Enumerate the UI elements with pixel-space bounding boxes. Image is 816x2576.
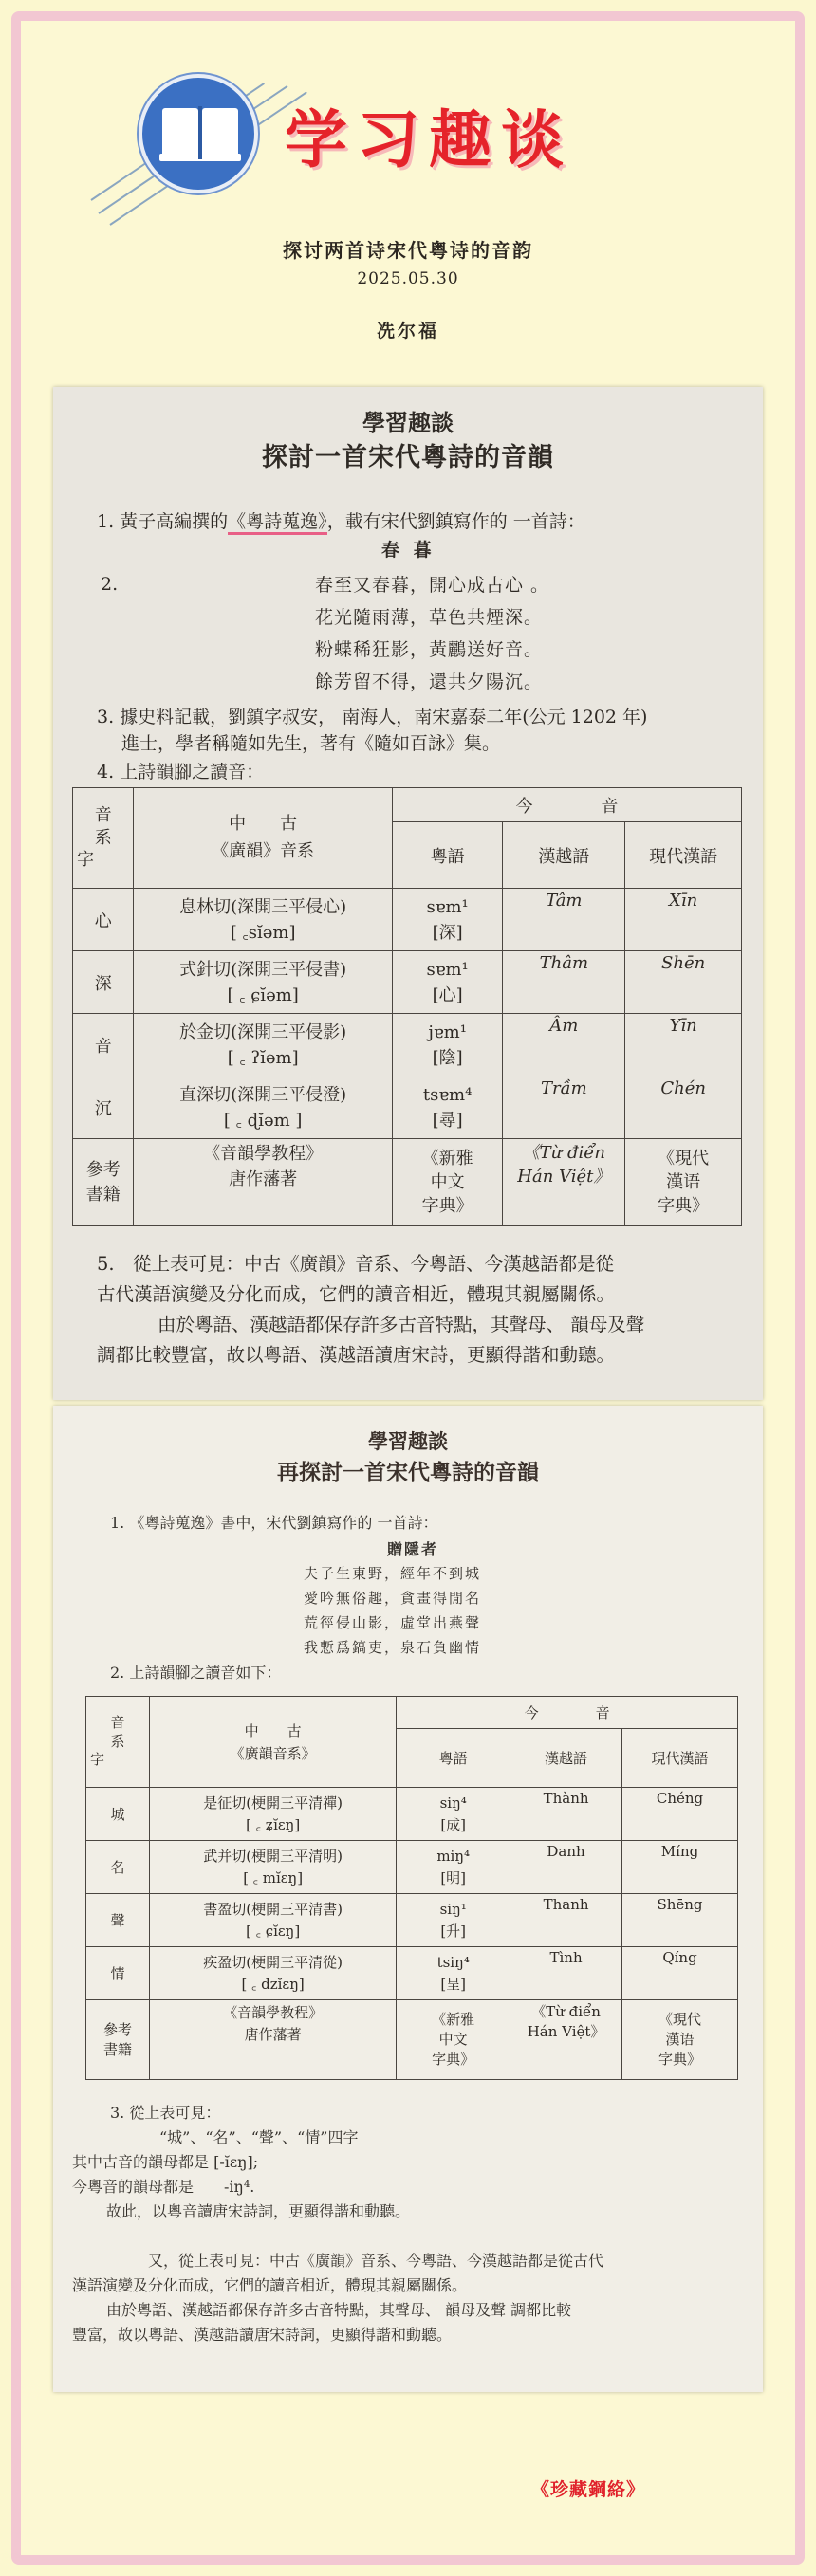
- table-header-cantonese: 粵語: [392, 822, 502, 889]
- item1-text-end: ，載有宋代劉鎮寫作的 一首詩：: [326, 511, 585, 532]
- poem-line: 我慙爲鎬吏，泉石負幽情: [304, 1639, 482, 1656]
- scan2-item3-cont: 其中古音的韻母都是 [-ĭɛŋ];: [72, 2153, 259, 2171]
- table-row: 情 疾盈切(梗開三平清從) [ ꜀ dzĭɛŋ] tsiŋ⁴ [呈] Tình Qíng: [86, 1947, 738, 2000]
- scan2-item3: 3. 從上表可見：: [110, 2104, 221, 2122]
- scan2-item4-cont: 豐富，故以粵語、漢越語讀唐宋詩詞，更顯得諧和動聽。: [72, 2326, 453, 2344]
- poem-line: 花光隨雨薄，草色共煙深。: [315, 607, 544, 628]
- scan1-heading: 學習趣談: [362, 409, 454, 436]
- scan1-item1: [97, 510, 585, 535]
- item1-text: 1. 黃子高編撰的: [97, 511, 229, 532]
- scan2-item3-cont: “城”、“名”、“聲”、“情”四字: [159, 2128, 359, 2146]
- poem-title: 春 暮: [381, 540, 436, 561]
- header: [0, 0, 816, 341]
- pronunciation-table-1: [72, 787, 742, 1226]
- footer-signature: 《珍藏鋼絡》: [531, 2479, 646, 2500]
- scan1-item5-cont: 古代漢語演變及分化而成，它們的讀音相近，體現其親屬關係。: [97, 1283, 616, 1305]
- table-corner: 音 系 字: [86, 1697, 150, 1788]
- table-header-cantonese: 粵語: [397, 1729, 510, 1788]
- table-header-modern: 今 音: [397, 1697, 738, 1729]
- poem-line: 春至又春暮，開心成古心 。: [315, 575, 550, 596]
- poem-line: 荒徑侵山影，虛堂出燕聲: [304, 1614, 482, 1631]
- scan2-subheading: 再探討一首宋代粵詩的音韻: [277, 1460, 539, 1485]
- table-row-references: 參考 書籍 《音韻學教程》 唐作藩著 《新雅 中文 字典》 《Từ điển Hán Việt》 《現代 漢语 字典》: [86, 2000, 738, 2080]
- scan2-item4-cont: 漢語演變及分化而成，它們的讀音相近，體現其親屬關係。: [72, 2276, 468, 2294]
- scan2-item4: 又，從上表可見：中古《廣韻》音系、今粵語、今漢越語都是從古代: [148, 2252, 604, 2270]
- page-title: 学习趣谈: [285, 103, 573, 176]
- article-date: 2025.05.30: [357, 269, 459, 288]
- pronunciation-table-2: [85, 1696, 738, 2080]
- scanned-page-1: [53, 387, 763, 1400]
- book-title-highlight: 《粵詩蒐逸》: [228, 511, 327, 535]
- scan2-item2: 2. 上詩韻腳之讀音如下：: [110, 1664, 282, 1682]
- scan2-item3-cont: 故此，以粵音讀唐宋詩詞，更顯得諧和動聽。: [106, 2202, 411, 2220]
- scan2-item4-cont: 由於粵語、漢越語都保存許多古音特點，其聲母、 韻母及聲 調都比較: [106, 2301, 572, 2319]
- table-row-references: 參考 書籍 《音韻學教程》 唐作藩著 《新雅 中文 字典》 《Từ điển Hán Việt》 《現代 漢语 字典》: [73, 1139, 742, 1226]
- article-subtitle: 探讨两首诗宋代粤诗的音韵: [283, 239, 533, 262]
- table-header-mandarin: 現代漢語: [622, 1729, 738, 1788]
- table-row: 音 於金切(深開三平侵影) [ ꜀ ʔĭəm] jɐm¹ [陰] Âm Yīn: [73, 1014, 742, 1076]
- table-header-modern: 今 音: [392, 788, 741, 822]
- table-row: 城 是征切(梗開三平清禪) [ ꜀ ʑĭɛŋ] siŋ⁴ [成] Thành Chéng: [86, 1788, 738, 1841]
- scan1-item5: 5. 從上表可見：中古《廣韻》音系、今粵語、今漢越語都是從: [97, 1253, 615, 1275]
- poem-line: 粉蝶稀狂影，黃鸝送好音。: [315, 639, 544, 660]
- poem-line: 餘芳留不得，還共夕陽沉。: [315, 672, 544, 692]
- scan2-item1: 1. 《粵詩蒐逸》書中，宋代劉鎮寫作的 一首詩：: [110, 1514, 438, 1532]
- scan1-item5-cont: 由於粵語、漢越語都保存許多古音特點，其聲母、 韻母及聲: [158, 1314, 645, 1335]
- scanned-page-2: [53, 1406, 763, 2392]
- table-header-mandarin: 現代漢語: [625, 822, 742, 889]
- table-row: 名 武并切(梗開三平清明) [ ꜀ mĭɛŋ] miŋ⁴ [明] Danh Míng: [86, 1841, 738, 1894]
- scan1-item4: 4. 上詩韻腳之讀音：: [97, 762, 265, 782]
- scan1-subheading: 探討一首宋代粵詩的音韻: [262, 443, 554, 472]
- scan1-item2-number: 2.: [101, 574, 119, 595]
- table-corner: 音 系 字: [73, 788, 134, 889]
- table-row: 深 式針切(深開三平侵書) [ ꜀ ɕĭəm] sɐm¹ [心] Thâm Shēn: [73, 951, 742, 1014]
- scan1-item3: 3. 據史料記載，劉鎮字叔安， 南海人，南宋嘉泰二年(公元 1202 年): [97, 707, 648, 727]
- table-row: 心 息林切(深開三平侵心) [ ꜀sĭəm] sɐm¹ [深] Tâm Xīn: [73, 889, 742, 951]
- scan1-item5-cont: 調都比較豐富，故以粵語、漢越語讀唐宋詩，更顯得諧和動聽。: [97, 1344, 616, 1366]
- scan1-item3-cont: 進士，學者稱隨如先生，著有《隨如百詠》集。: [121, 733, 501, 754]
- scan2-heading: 學習趣談: [368, 1429, 448, 1453]
- article-author: 冼尔福: [376, 321, 439, 341]
- table-row: 沉 直深切(深開三平侵澄) [ ꜀ ɖĭəm ] tsɐm⁴ [尋] Trầm Chén: [73, 1076, 742, 1139]
- poem-line: 夫子生東野，經年不到城: [304, 1565, 482, 1582]
- poem-line: 愛吟無俗趣，貪畫得閒名: [304, 1590, 482, 1607]
- scan2-item3-cont: 今粵音的韻母都是 -iŋ⁴.: [72, 2178, 255, 2196]
- table-header-middle-chinese: 中 古 《廣韻音系》: [150, 1697, 397, 1788]
- table-header-middle-chinese: 中 古 《廣韻》音系: [134, 788, 392, 889]
- table-header-sino-vietnamese: 漢越語: [510, 1729, 622, 1788]
- table-row: 聲 書盈切(梗開三平清書) [ ꜀ ɕĭɛŋ] siŋ¹ [升] Thanh Shēng: [86, 1894, 738, 1947]
- table-header-sino-vietnamese: 漢越語: [503, 822, 625, 889]
- open-book-icon: [139, 74, 258, 193]
- poem2-title: 贈隱者: [387, 1540, 439, 1558]
